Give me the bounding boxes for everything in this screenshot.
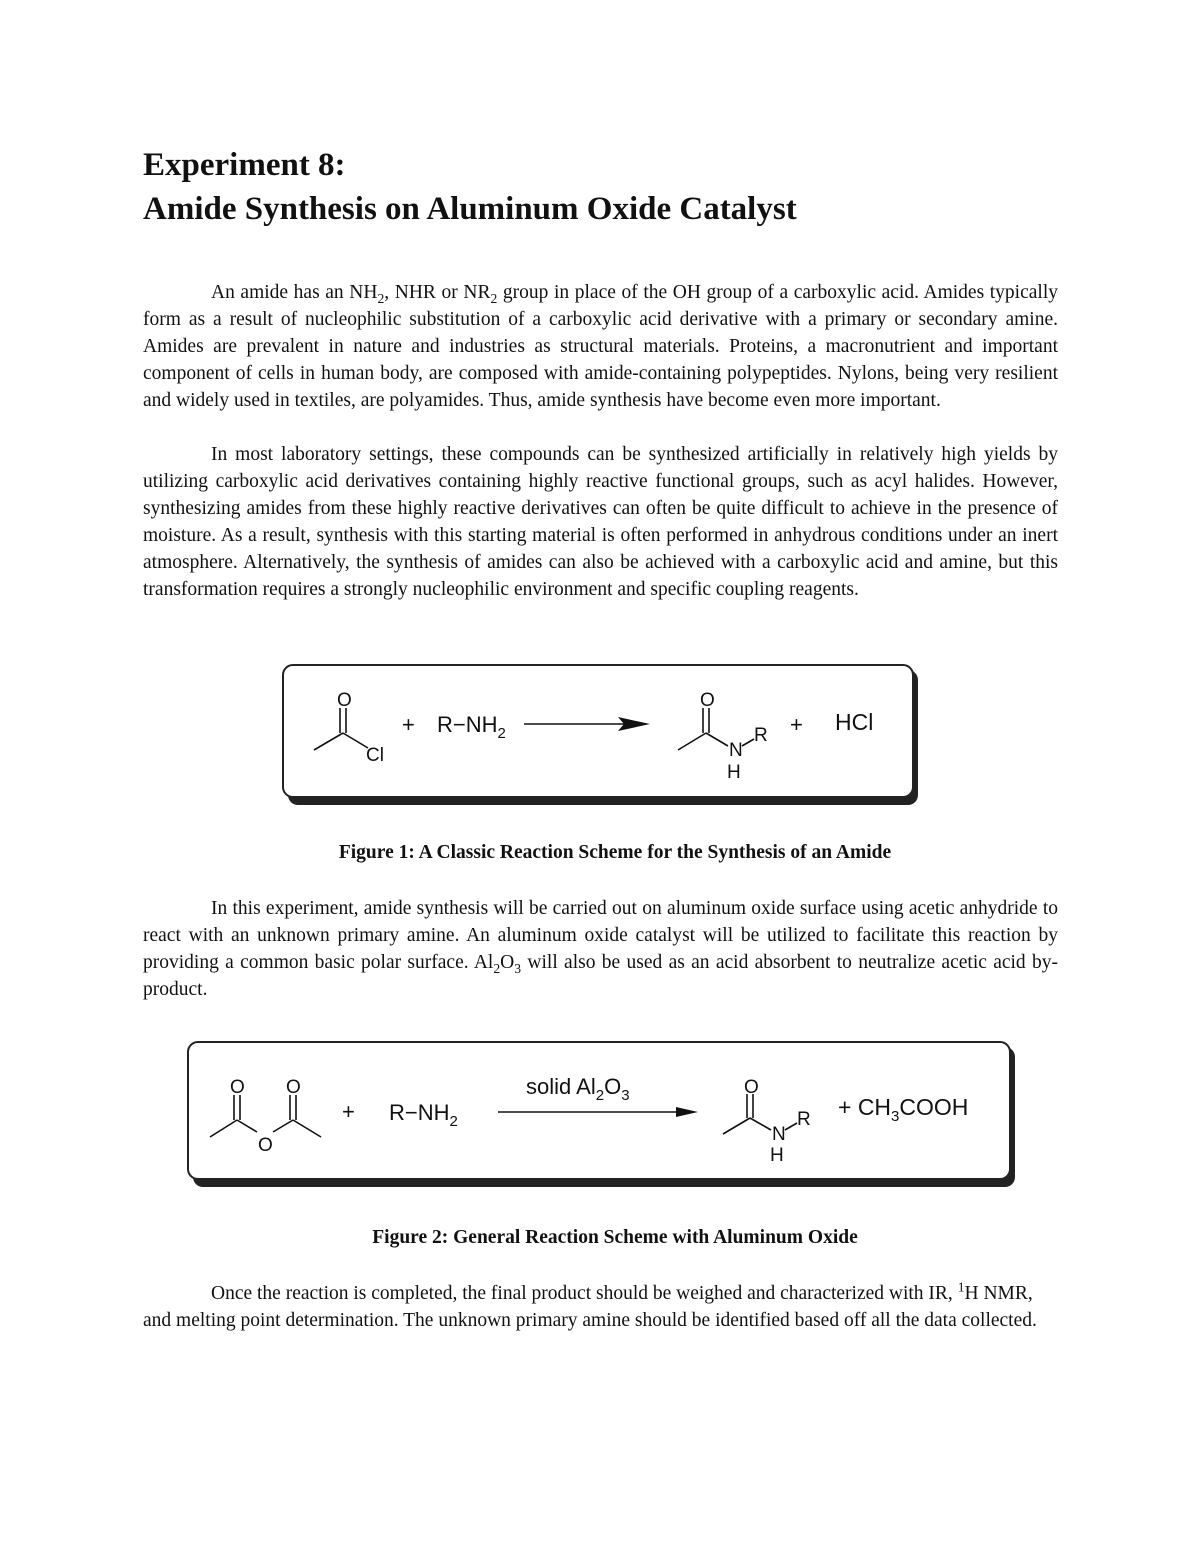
oxygen-letter: O (500, 952, 515, 973)
figure-1-reaction-scheme (278, 660, 923, 810)
o3-subscript: 3 (514, 960, 522, 976)
middle-text-a: In this experiment, amide synthesis will be carried out on aluminum oxide surface using acetic anhydride to react with an unknown primary amine. An aluminum oxide catalyst will be utilized to facilitate this reaction by providing a common basic polar surface. Al (143, 898, 1058, 973)
fig2-product-oxygen: O (744, 1077, 759, 1098)
fig2-reagent-sub-3: 3 (621, 1087, 630, 1104)
fig2-reagent-sub-2: 2 (595, 1087, 605, 1104)
title-line-1: Experiment 8: (143, 147, 346, 183)
fig2-r-group: R (797, 1109, 811, 1130)
closing-paragraph (143, 1280, 1043, 1334)
intro-p1-text-a: An amide has an NH (211, 282, 378, 303)
intro-p1-text-c: group in place of the OH group of a carboxylic acid. Amides typically form as a result of nucleophilic substitution of a carboxylic acid derivative with a primary or secondary amine. Amides are prevalent in nature and industries as structural materials. Proteins, a macronutrient and important component of cells in human body, are composed with amide-containing polypeptides. Nylons, being very resilient and widely used in textiles, are polyamides. Thus, amide synthesis have become even more important. (143, 282, 1058, 411)
fig1-reactant-oxygen: O (337, 690, 352, 711)
fig2-nitrogen: N (772, 1124, 786, 1145)
fig1-hydrogen: H (727, 762, 741, 783)
fig1-plus-1: + (402, 712, 415, 737)
al2-subscript: 2 (493, 960, 501, 976)
figure-1-box (283, 665, 913, 797)
title-line-2: Amide Synthesis on Aluminum Oxide Catalyst (143, 191, 797, 227)
fig1-plus-2: + (790, 712, 803, 737)
nh2-subscript: 2 (377, 290, 385, 306)
fig2-hydrogen: H (770, 1145, 784, 1166)
nmr-superscript: 1 (957, 1279, 965, 1295)
fig1-amine-prefix: R−NH (437, 712, 498, 737)
fig2-reagent-oxygen: O (604, 1074, 622, 1099)
fig2-plus: + (342, 1099, 355, 1124)
closing-text-b: H NMR, and melting point determination. The unknown primary amine should be identified based off all the data collected. (143, 1283, 1037, 1331)
fig1-hcl: HCl (835, 709, 874, 735)
middle-text-b: will also be used as an acid absorbent to neutralize acetic acid by-product. (143, 952, 1058, 1000)
intro-p1-text-b: , NHR or NR (384, 282, 491, 303)
page-title (143, 143, 797, 231)
figure-2-caption: Figure 2: General Reaction Scheme with Aluminum Oxide (372, 1227, 858, 1248)
nr2-subscript: 2 (490, 290, 498, 306)
closing-text-a: Once the reaction is completed, the final product should be weighed and characterized with IR, (211, 1283, 958, 1304)
fig2-byproduct-suffix: COOH (899, 1094, 969, 1120)
fig1-nitrogen: N (729, 740, 743, 761)
fig2-amine-subscript: 2 (449, 1113, 458, 1130)
intro-paragraph-2: In most laboratory settings, these compounds can be synthesized artificially in relatively high yields by utilizing carboxylic acid derivatives containing highly reactive functional groups, such as acyl halides. However, synthesizing amides from these highly reactive derivatives can often be quite difficult to achieve in the presence of moisture. As a result, synthesis with this starting material is often performed in anhydrous conditions under an inert atmosphere. Alternatively, the synthesis of amides can also be achieved with a carboxylic acid and amine, but this transformation requires a strongly nucleophilic environment and specific coupling reagents. (143, 444, 1058, 600)
fig2-byproduct-prefix: + CH (838, 1094, 892, 1120)
fig2-byproduct-subscript: 3 (891, 1108, 900, 1125)
middle-paragraph (143, 895, 1058, 1003)
fig2-amine-prefix: R−NH (389, 1100, 450, 1125)
fig1-r-group: R (754, 725, 768, 746)
fig1-chlorine: Cl (366, 745, 384, 766)
figure-2-reaction-scheme (183, 1037, 1020, 1192)
figure-1-caption: Figure 1: A Classic Reaction Scheme for the Synthesis of an Amide (338, 842, 892, 863)
fig2-bridging-oxygen: O (258, 1135, 273, 1156)
fig2-carbonyl-oxygen-1: O (230, 1077, 245, 1098)
fig2-carbonyl-oxygen-2: O (286, 1077, 301, 1098)
fig2-reagent-prefix: solid Al (526, 1074, 596, 1099)
fig1-product-oxygen: O (700, 690, 715, 711)
fig1-amine-subscript: 2 (497, 725, 506, 742)
intro-paragraph-1 (143, 279, 1058, 414)
